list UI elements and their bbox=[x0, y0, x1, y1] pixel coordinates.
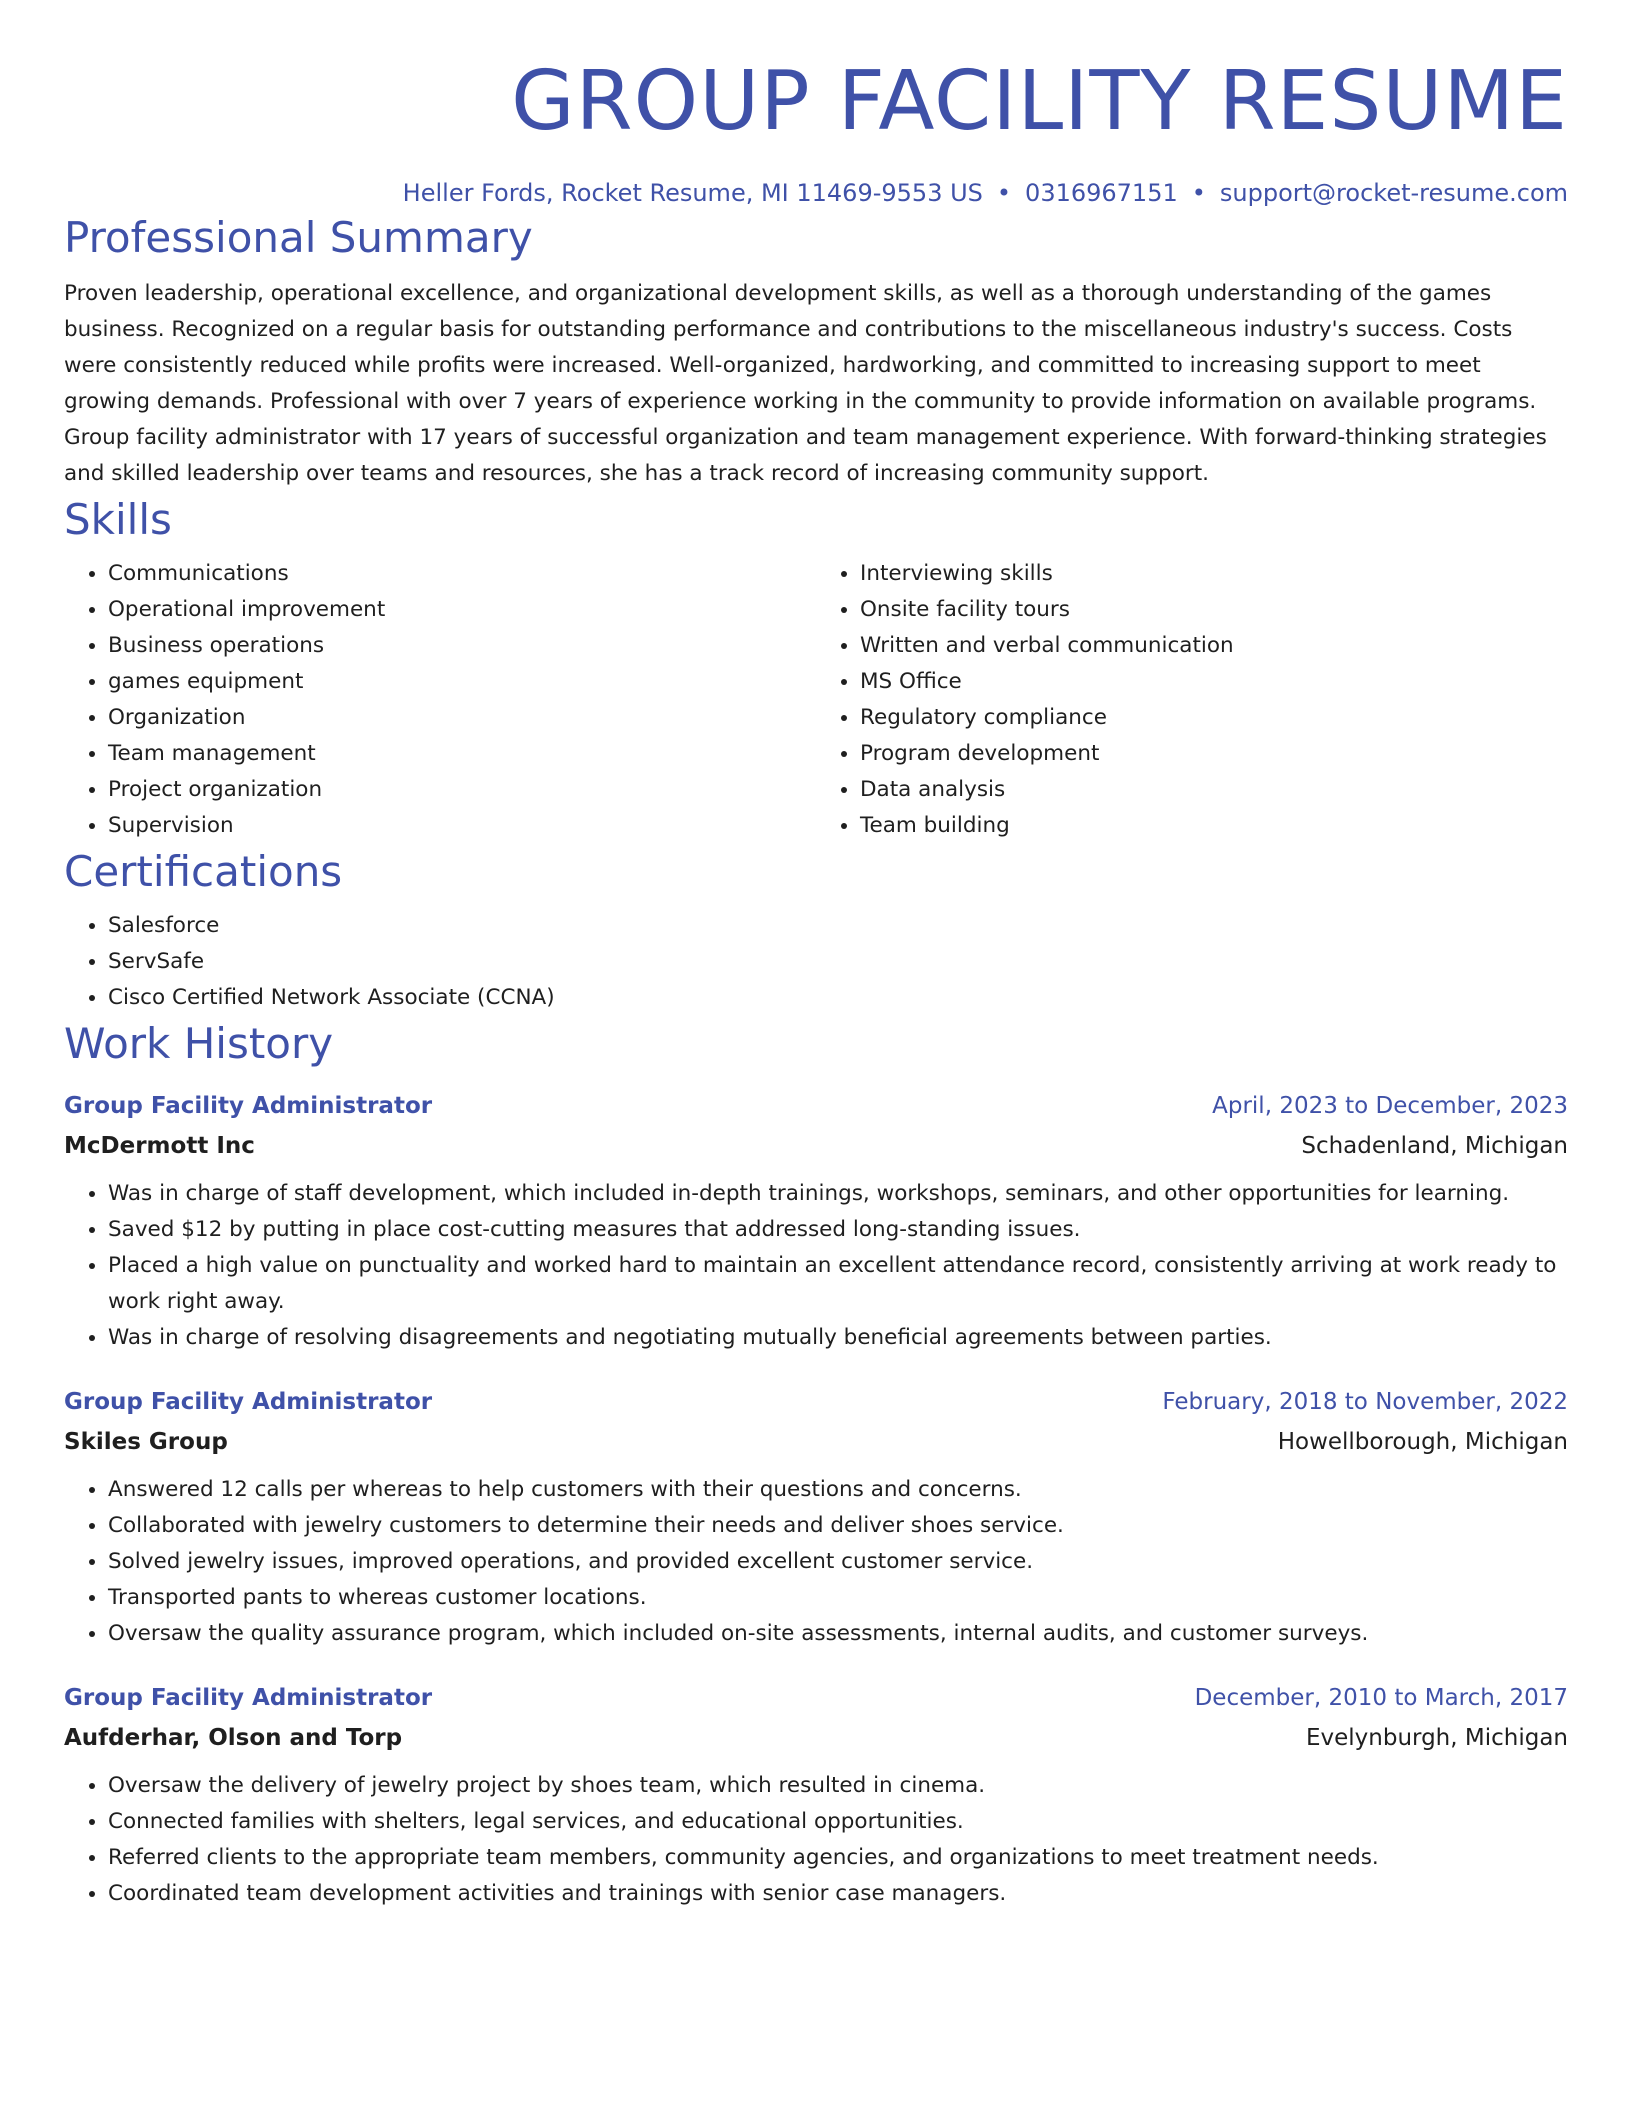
skills-right-list bbox=[816, 556, 1568, 844]
skill-item: • Regulatory compliance bbox=[860, 700, 1568, 736]
skill-item: • Project organization bbox=[108, 772, 816, 808]
certification-item: • Salesforce bbox=[108, 908, 1568, 944]
skill-item: • Interviewing skills bbox=[860, 556, 1568, 592]
job-bullet: • Oversaw the quality assurance program, which included on-site assessments, internal audits, and customer surveys. bbox=[108, 1616, 1568, 1652]
job-header-row bbox=[64, 1382, 1568, 1422]
job-company: McDermott Inc bbox=[64, 1133, 255, 1159]
contact-separator: • bbox=[1191, 179, 1206, 207]
job-bullet: • Answered 12 calls per whereas to help customers with their questions and concerns. bbox=[108, 1472, 1568, 1508]
work-history-heading: Work History bbox=[64, 1019, 334, 1068]
skill-item: • Supervision bbox=[108, 808, 816, 844]
job-dates: April, 2023 to December, 2023 bbox=[1212, 1093, 1568, 1119]
job-bullet: • Solved jewelry issues, improved operations, and provided excellent customer service. bbox=[108, 1544, 1568, 1580]
skill-item: • Team building bbox=[860, 808, 1568, 844]
contact-email[interactable]: support@rocket-resume.com bbox=[1219, 179, 1568, 207]
job-location: Evelynburgh, Michigan bbox=[1305, 1725, 1568, 1751]
job-bullet: • Referred clients to the appropriate team members, community agencies, and organizations to meet treatment needs. bbox=[108, 1840, 1568, 1876]
job-title: Group Facility Administrator bbox=[64, 1685, 433, 1711]
skills-heading: Skills bbox=[64, 495, 172, 544]
certification-item: • ServSafe bbox=[108, 944, 1568, 980]
job-header-row bbox=[64, 1086, 1568, 1126]
job-header-row bbox=[64, 1678, 1568, 1718]
skill-item: • Communications bbox=[108, 556, 816, 592]
skill-item: • Organization bbox=[108, 700, 816, 736]
job-company: Skiles Group bbox=[64, 1429, 228, 1455]
job-bullets bbox=[64, 1768, 1568, 1912]
skill-item: • Team management bbox=[108, 736, 816, 772]
summary-heading: Professional Summary bbox=[64, 213, 533, 262]
contact-separator: • bbox=[996, 179, 1012, 207]
job-entry bbox=[64, 1086, 1568, 1356]
job-bullet: • Placed a high value on punctuality and worked hard to maintain an excellent attendance record, consistently arriving at work ready to work right away. bbox=[108, 1248, 1568, 1320]
skill-item: • Data analysis bbox=[860, 772, 1568, 808]
job-title: Group Facility Administrator bbox=[64, 1389, 433, 1415]
job-bullet: • Saved $12 by putting in place cost-cutting measures that addressed long-standing issues. bbox=[108, 1212, 1568, 1248]
skills-columns bbox=[64, 556, 1568, 844]
skill-item: • MS Office bbox=[860, 664, 1568, 700]
contact-address: Heller Fords, Rocket Resume, MI 11469-9553 US bbox=[402, 179, 983, 207]
job-dates: December, 2010 to March, 2017 bbox=[1194, 1685, 1568, 1711]
job-location: Schadenland, Michigan bbox=[1301, 1133, 1568, 1159]
job-bullet: • Coordinated team development activities and trainings with senior case managers. bbox=[108, 1876, 1568, 1912]
certifications-list bbox=[64, 908, 1568, 1016]
job-title: Group Facility Administrator bbox=[64, 1093, 433, 1119]
skills-left-list bbox=[64, 556, 816, 844]
skill-item: • Business operations bbox=[108, 628, 816, 664]
job-company-row bbox=[64, 1422, 1568, 1462]
job-company-row bbox=[64, 1718, 1568, 1758]
contact-phone[interactable]: 0316967151 bbox=[1025, 179, 1178, 207]
skill-item: • games equipment bbox=[108, 664, 816, 700]
skill-item: • Written and verbal communication bbox=[860, 628, 1568, 664]
job-company: Aufderhar, Olson and Torp bbox=[64, 1725, 403, 1751]
skill-item: • Onsite facility tours bbox=[860, 592, 1568, 628]
job-company-row bbox=[64, 1126, 1568, 1166]
job-bullet: • Connected families with shelters, legal services, and educational opportunities. bbox=[108, 1804, 1568, 1840]
job-bullet: • Was in charge of resolving disagreements and negotiating mutually beneficial agreements between parties. bbox=[108, 1320, 1568, 1356]
certifications-heading: Certifications bbox=[64, 847, 343, 896]
job-bullets bbox=[64, 1472, 1568, 1652]
contact-line bbox=[64, 176, 1568, 210]
job-bullet: • Transported pants to whereas customer locations. bbox=[108, 1580, 1568, 1616]
job-entry bbox=[64, 1382, 1568, 1652]
job-location: Howellborough, Michigan bbox=[1277, 1429, 1568, 1455]
skill-item: • Program development bbox=[860, 736, 1568, 772]
job-bullet: • Collaborated with jewelry customers to determine their needs and deliver shoes service. bbox=[108, 1508, 1568, 1544]
skill-item: • Operational improvement bbox=[108, 592, 816, 628]
summary-text: Proven leadership, operational excellence, and organizational development skills, as well as a thorough understanding of the games business. Recognized on a regular basis for outstanding performance and contributions to the miscellaneous industry's success. Costs were consistently reduced while profits were increased. Well-organized, hardworking, and committed to increasing support to meet growing demands. Professional with over 7 years of experience working in the community to provide information on available programs. Group facility administrator with 17 years of successful organization and team management experience. With forward-thinking strategies and skilled leadership over teams and resources, she has a track record of increasing community support. bbox=[64, 281, 1547, 486]
resume-title: GROUP FACILITY RESUME bbox=[511, 54, 1568, 149]
certification-item: • Cisco Certified Network Associate (CCNA) bbox=[108, 980, 1568, 1016]
job-bullet: • Was in charge of staff development, which included in-depth trainings, workshops, seminars, and other opportunities for learning. bbox=[108, 1176, 1568, 1212]
job-dates: February, 2018 to November, 2022 bbox=[1162, 1389, 1568, 1415]
job-entry bbox=[64, 1678, 1568, 1912]
job-bullets bbox=[64, 1176, 1568, 1356]
job-bullet: • Oversaw the delivery of jewelry project by shoes team, which resulted in cinema. bbox=[108, 1768, 1568, 1804]
